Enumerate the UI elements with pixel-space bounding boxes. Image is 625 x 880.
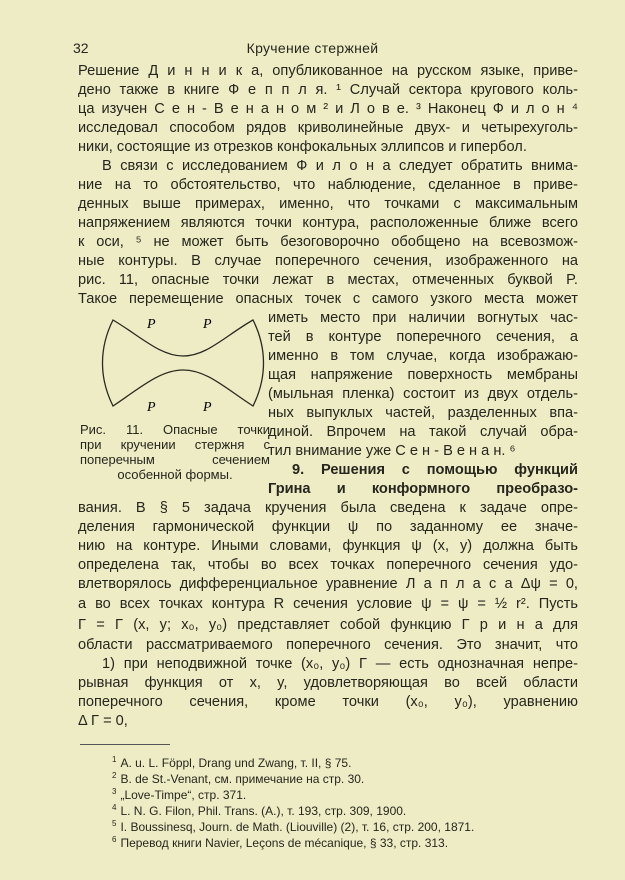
footnote <box>112 832 592 848</box>
text-line: области рассматриваемого поперечного сечения. Это значит, что <box>78 637 578 653</box>
footnote-text: A. u. L. Föppl, Drang und Zwang, т. II, § 75. <box>120 756 352 770</box>
text-line: дено также в книге Ф е п п л я. ¹ Случай сектора кругового коль- <box>78 82 578 98</box>
text-line: вания. В § 5 задача кручения была сведена к задаче опре- <box>78 500 578 516</box>
footnote-text: B. de St.-Venant, см. примечание на стр. 30. <box>120 772 365 786</box>
footnote-text: I. Boussinesq, Journ. de Math. (Liouville) (2), т. 16, стр. 200, 1871. <box>120 820 475 834</box>
text-line: 1) при неподвижной точке (x₀, y₀) Γ — есть однозначная непре- <box>102 656 578 672</box>
text-line: ние на то обстоятельство, что наблюдение, сделанное в приве- <box>78 177 578 193</box>
text-line: поперечным сечением <box>80 452 270 467</box>
footnote-number: 2 <box>112 771 117 780</box>
text-line: тей в контуре поперечного сечения, а <box>268 329 578 345</box>
text-line: тил внимание уже С е н - В е н а н. ⁶ <box>268 443 516 459</box>
text-line: а во всех точках контура R сечения условие ψ = ψ = ½ r². Пусть <box>78 596 578 612</box>
text-line: иметь место при наличии вогнутых час- <box>268 310 578 326</box>
text-line: Такое перемещение опасных точек с самого узкого места может <box>78 291 578 307</box>
text-line: влетворялось дифференциальное уравнение Л а п л а с а Δψ = 0, <box>78 576 578 592</box>
text-line: денных выше примерах, именно, что точками с максимальным <box>78 196 578 212</box>
footnote-text: „Love-Timpe“, стр. 371. <box>120 788 247 802</box>
text-line: ники, состоящие из отрезков конфокальных эллипсов и гипербол. <box>78 139 527 155</box>
text-line: Δ Γ = 0, <box>78 713 128 729</box>
figure-caption <box>80 422 270 482</box>
point-label: P <box>147 317 156 332</box>
footnote <box>112 752 592 768</box>
footnote-divider <box>80 744 170 745</box>
running-title: Кручение стержней <box>246 40 379 56</box>
footnote <box>112 816 592 832</box>
text-line: ные контуры. В случае поперечного сечения, изображенного на <box>78 253 578 269</box>
text-line: Γ = Γ (x, y; x₀, y₀) представляет собой функцию Г р и н а для <box>78 617 578 633</box>
text-line: ных выпуклых частей, разделенных впа- <box>268 405 578 421</box>
figure-11-cross-section <box>95 308 270 418</box>
text-line: рывная функция от x, y, удовлетворяющая во всей области <box>78 675 578 691</box>
footnote-number: 5 <box>112 819 117 828</box>
text-line: Грина и конформного преобразо- <box>268 481 578 497</box>
text-line: (мыльная пленка) состоит из двух отдель- <box>268 386 578 402</box>
footnote-text: L. N. G. Filon, Phil. Trans. (A.), т. 193, стр. 309, 1900. <box>120 804 407 818</box>
page-number: 32 <box>73 40 89 56</box>
text-line: при кручении стержня с <box>80 437 270 452</box>
footnote <box>112 784 592 800</box>
text-line: ца изучен С е н - В е н а н о м ² и Л о в е. ³ Наконец Ф и л о н ⁴ <box>78 101 578 117</box>
point-label: P <box>203 317 212 332</box>
text-line: диной. Впрочем на такой случай обра- <box>268 424 578 440</box>
footnote-text: Перевод книги Navier, Leçons de mécanique, § 33, стр. 313. <box>120 836 449 850</box>
footnote-number: 4 <box>112 803 117 812</box>
text-line: 9. Решения с помощью функций <box>292 462 578 478</box>
text-line: определена так, чтобы во всех точках поперечного сечения удо- <box>78 557 578 573</box>
text-line: щая напряжение поверхность мембраны <box>268 367 578 383</box>
text-line: к оси, ⁵ не может быть безоговорочно обобщено на всевозмож- <box>78 234 578 250</box>
footnote-number: 1 <box>112 755 117 764</box>
text-line: В связи с исследованием Ф и л о н а следует обратить внима- <box>102 158 578 174</box>
point-label: P <box>203 400 212 415</box>
text-line: Рис. 11. Опасные точки <box>80 422 270 437</box>
text-line: именно в том случае, когда изображаю- <box>268 348 578 364</box>
body-text-top <box>78 62 578 309</box>
body-text-right <box>268 309 578 499</box>
footnote <box>112 800 592 816</box>
footnote-number: 3 <box>112 787 117 796</box>
text-line: поперечного сечения, кроме точки (x₀, y₀), уравнению <box>78 694 578 710</box>
text-line: нию на контуре. Иными словами, функция ψ (x, y) должна быть <box>78 538 578 554</box>
text-line: напряжением являются точки контура, расположенные ближе всего <box>78 215 578 231</box>
point-label: P <box>147 400 156 415</box>
text-line: исследовал способом рядов криволинейные двух- и четырехуголь- <box>78 120 578 136</box>
text-line: деления гармонической функции ψ по заданному ее значе- <box>78 519 578 535</box>
footnotes <box>112 752 592 848</box>
text-line: рис. 11, опасные точки лежат в местах, отмеченных буквой P. <box>78 272 578 288</box>
footnote <box>112 768 592 784</box>
footnote-number: 6 <box>112 835 117 844</box>
text-line: Решение Д и н н и к а, опубликованное на русском языке, приве- <box>78 63 578 79</box>
text-line: особенной формы. <box>117 467 233 482</box>
body-text-bottom <box>78 499 578 731</box>
bowtie-contour <box>103 320 264 406</box>
